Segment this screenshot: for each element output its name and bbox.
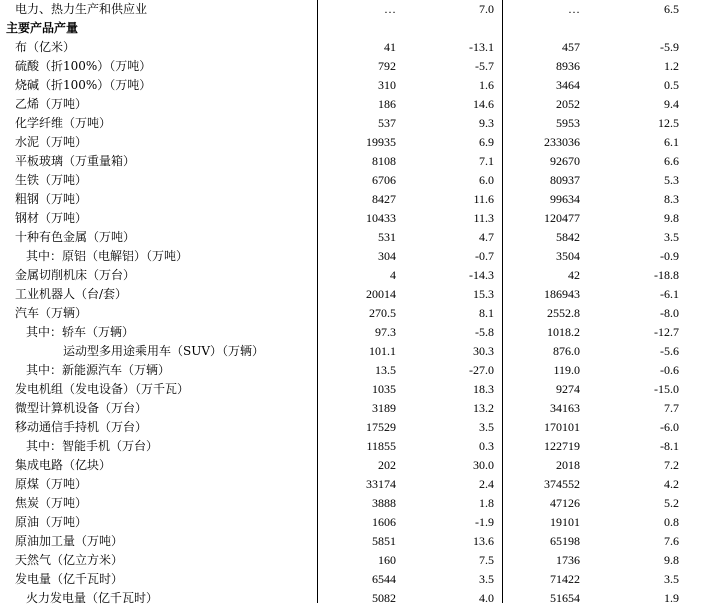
current-month-output: 20014 [366,287,396,301]
year-to-date-output: 71422 [550,572,580,586]
year-to-date-output: 34163 [550,401,580,415]
row-label: 水泥（万吨） [15,135,88,149]
year-to-date-output: 120477 [544,211,580,225]
current-month-growth: -5.7 [475,59,494,73]
table-row [0,190,701,209]
row-label: 集成电路（亿块） [15,458,112,472]
year-to-date-growth: 0.5 [664,78,679,92]
table-row [0,418,701,437]
year-to-date-growth: 7.7 [664,401,679,415]
year-to-date-output: 65198 [550,534,580,548]
year-to-date-output: 80937 [550,173,580,187]
table-row [0,114,701,133]
year-to-date-output: 9274 [556,382,580,396]
table-row [0,247,701,266]
row-label: 原油加工量（万吨） [15,534,124,548]
current-month-output: 8427 [372,192,396,206]
current-month-output: 3888 [372,496,396,510]
year-to-date-growth: 6.6 [664,154,679,168]
current-month-output: 41 [384,40,396,54]
row-label: 原油（万吨） [15,515,88,529]
year-to-date-growth: 9.4 [664,97,679,111]
year-to-date-growth: -0.9 [660,249,679,263]
current-month-output: 3189 [372,401,396,415]
table-row [0,589,701,608]
current-month-output: 6706 [372,173,396,187]
current-month-growth: 11.6 [473,192,494,206]
table-row [0,95,701,114]
current-month-growth: 6.0 [479,173,494,187]
year-to-date-growth: 5.2 [664,496,679,510]
table-row [0,475,701,494]
year-to-date-growth: -8.1 [660,439,679,453]
current-month-output: 11855 [366,439,396,453]
year-to-date-growth: -0.6 [660,363,679,377]
year-to-date-output: 3464 [556,78,580,92]
year-to-date-growth: -8.0 [660,306,679,320]
table-row [0,133,701,152]
year-to-date-growth: -6.0 [660,420,679,434]
current-month-growth: 4.0 [479,591,494,605]
row-label: 发电机组（发电设备）（万千瓦） [15,382,190,396]
current-month-growth: 14.6 [473,97,494,111]
row-label: 火力发电量（亿千瓦时） [26,591,159,605]
table-row [0,551,701,570]
table-row [0,209,701,228]
year-to-date-growth: -5.6 [660,344,679,358]
table-row [0,494,701,513]
row-label: 硫酸（折100%）（万吨） [15,59,152,73]
current-month-growth: 3.5 [479,572,494,586]
current-month-output: 531 [378,230,396,244]
year-to-date-output: 170101 [544,420,580,434]
current-month-growth: -27.0 [469,363,494,377]
year-to-date-output: 1736 [556,553,580,567]
current-month-growth: 2.4 [479,477,494,491]
year-to-date-output: 5842 [556,230,580,244]
year-to-date-growth: 1.9 [664,591,679,605]
year-to-date-growth: -12.7 [654,325,679,339]
year-to-date-output: 2018 [556,458,580,472]
year-to-date-output: 457 [562,40,580,54]
current-month-growth: 15.3 [473,287,494,301]
row-label: 布（亿米） [15,40,76,54]
table-row [0,513,701,532]
table-row [0,304,701,323]
current-month-growth: 8.1 [479,306,494,320]
year-to-date-growth: -6.1 [660,287,679,301]
current-month-output: 537 [378,116,396,130]
current-month-growth: 7.5 [479,553,494,567]
current-month-growth: 3.5 [479,420,494,434]
year-to-date-growth: 7.6 [664,534,679,548]
row-label: 化学纤维（万吨） [15,116,112,130]
year-to-date-output: 2052 [556,97,580,111]
table-row [0,57,701,76]
current-month-growth: 13.6 [473,534,494,548]
current-month-output: 19935 [366,135,396,149]
year-to-date-output: 99634 [550,192,580,206]
year-to-date-growth: 8.3 [664,192,679,206]
table-row [0,171,701,190]
table-row [0,266,701,285]
year-to-date-output: 3504 [556,249,580,263]
year-to-date-output: 1018.2 [547,325,580,339]
row-label: 粗钢（万吨） [15,192,88,206]
current-month-output: 97.3 [375,325,396,339]
year-to-date-growth: -5.9 [660,40,679,54]
section-header-row [0,19,701,38]
table-row [0,152,701,171]
year-to-date-output: 233036 [544,135,580,149]
year-to-date-growth: 12.5 [658,116,679,130]
current-month-output: … [384,2,396,16]
current-month-growth: -1.9 [475,515,494,529]
year-to-date-output: 8936 [556,59,580,73]
year-to-date-output: 42 [568,268,580,282]
table-row [0,570,701,589]
year-to-date-growth: 0.8 [664,515,679,529]
current-month-output: 8108 [372,154,396,168]
year-to-date-growth: 3.5 [664,230,679,244]
current-month-output: 270.5 [369,306,396,320]
row-label: 天然气（亿立方米） [15,553,124,567]
section-title: 主要产品产量 [6,21,79,35]
table-row [0,437,701,456]
year-to-date-output: 374552 [544,477,580,491]
row-label: 运动型多用途乘用车（SUV）（万辆） [63,344,265,358]
year-to-date-growth: 7.2 [664,458,679,472]
table-row [0,456,701,475]
row-label: 生铁（万吨） [15,173,88,187]
current-month-output: 6544 [372,572,396,586]
current-month-output: 160 [378,553,396,567]
row-label: 焦炭（万吨） [15,496,88,510]
year-to-date-growth: 6.1 [664,135,679,149]
table-row [0,38,701,57]
row-label: 原煤（万吨） [15,477,88,491]
row-label: 烧碱（折100%）（万吨） [15,78,152,92]
year-to-date-output: 876.0 [553,344,580,358]
current-month-output: 33174 [366,477,396,491]
current-month-output: 4 [390,268,396,282]
current-month-output: 1606 [372,515,396,529]
current-month-output: 304 [378,249,396,263]
current-month-growth: 7.0 [479,2,494,16]
year-to-date-growth: -18.8 [654,268,679,282]
row-label: 其中：原铝（电解铝）（万吨） [26,249,189,263]
current-month-growth: 18.3 [473,382,494,396]
current-month-growth: 0.3 [479,439,494,453]
current-month-output: 310 [378,78,396,92]
table-row [0,228,701,247]
table-row [0,0,701,19]
year-to-date-output: 5953 [556,116,580,130]
row-label: 发电量（亿千瓦时） [15,572,124,586]
current-month-output: 1035 [372,382,396,396]
table-row [0,285,701,304]
table-row [0,380,701,399]
row-label: 微型计算机设备（万台） [15,401,148,415]
current-month-output: 186 [378,97,396,111]
row-label: 移动通信手持机（万台） [15,420,148,434]
year-to-date-output: … [568,2,580,16]
year-to-date-output: 92670 [550,154,580,168]
row-label: 工业机器人（台/套） [15,287,128,301]
row-label: 平板玻璃（万重量箱） [15,154,136,168]
current-month-growth: 13.2 [473,401,494,415]
year-to-date-output: 119.0 [553,363,580,377]
current-month-growth: -14.3 [469,268,494,282]
year-to-date-growth: -15.0 [654,382,679,396]
row-label: 其中：新能源汽车（万辆） [26,363,171,377]
table-row [0,361,701,380]
year-to-date-output: 51654 [550,591,580,605]
year-to-date-growth: 5.3 [664,173,679,187]
table-row [0,76,701,95]
row-label: 其中：智能手机（万台） [26,439,159,453]
year-to-date-growth: 3.5 [664,572,679,586]
current-month-growth: 7.1 [479,154,494,168]
current-month-output: 792 [378,59,396,73]
current-month-output: 10433 [366,211,396,225]
current-month-growth: 4.7 [479,230,494,244]
row-label: 其中：轿车（万辆） [26,325,135,339]
table-row [0,342,701,361]
row-label: 乙烯（万吨） [15,97,88,111]
current-month-growth: -5.8 [475,325,494,339]
row-label: 汽车（万辆） [15,306,88,320]
year-to-date-output: 19101 [550,515,580,529]
row-label: 十种有色金属（万吨） [15,230,136,244]
row-label: 电力、热力生产和供应业 [15,2,148,16]
table-row [0,323,701,342]
current-month-growth: 6.9 [479,135,494,149]
current-month-growth: -13.1 [469,40,494,54]
row-label: 金属切削机床（万台） [15,268,136,282]
current-month-output: 101.1 [369,344,396,358]
row-label: 钢材（万吨） [15,211,88,225]
current-month-output: 5851 [372,534,396,548]
current-month-growth: 30.0 [473,458,494,472]
current-month-growth: 30.3 [473,344,494,358]
current-month-growth: -0.7 [475,249,494,263]
table-row [0,399,701,418]
current-month-growth: 1.8 [479,496,494,510]
year-to-date-growth: 1.2 [664,59,679,73]
year-to-date-output: 47126 [550,496,580,510]
year-to-date-growth: 9.8 [664,211,679,225]
current-month-output: 202 [378,458,396,472]
current-month-growth: 11.3 [473,211,494,225]
current-month-growth: 1.6 [479,78,494,92]
year-to-date-growth: 4.2 [664,477,679,491]
table-row [0,532,701,551]
current-month-output: 17529 [366,420,396,434]
current-month-growth: 9.3 [479,116,494,130]
current-month-output: 5082 [372,591,396,605]
year-to-date-output: 122719 [544,439,580,453]
current-month-output: 13.5 [375,363,396,377]
year-to-date-output: 2552.8 [547,306,580,320]
year-to-date-growth: 9.8 [664,553,679,567]
year-to-date-growth: 6.5 [664,2,679,16]
year-to-date-output: 186943 [544,287,580,301]
